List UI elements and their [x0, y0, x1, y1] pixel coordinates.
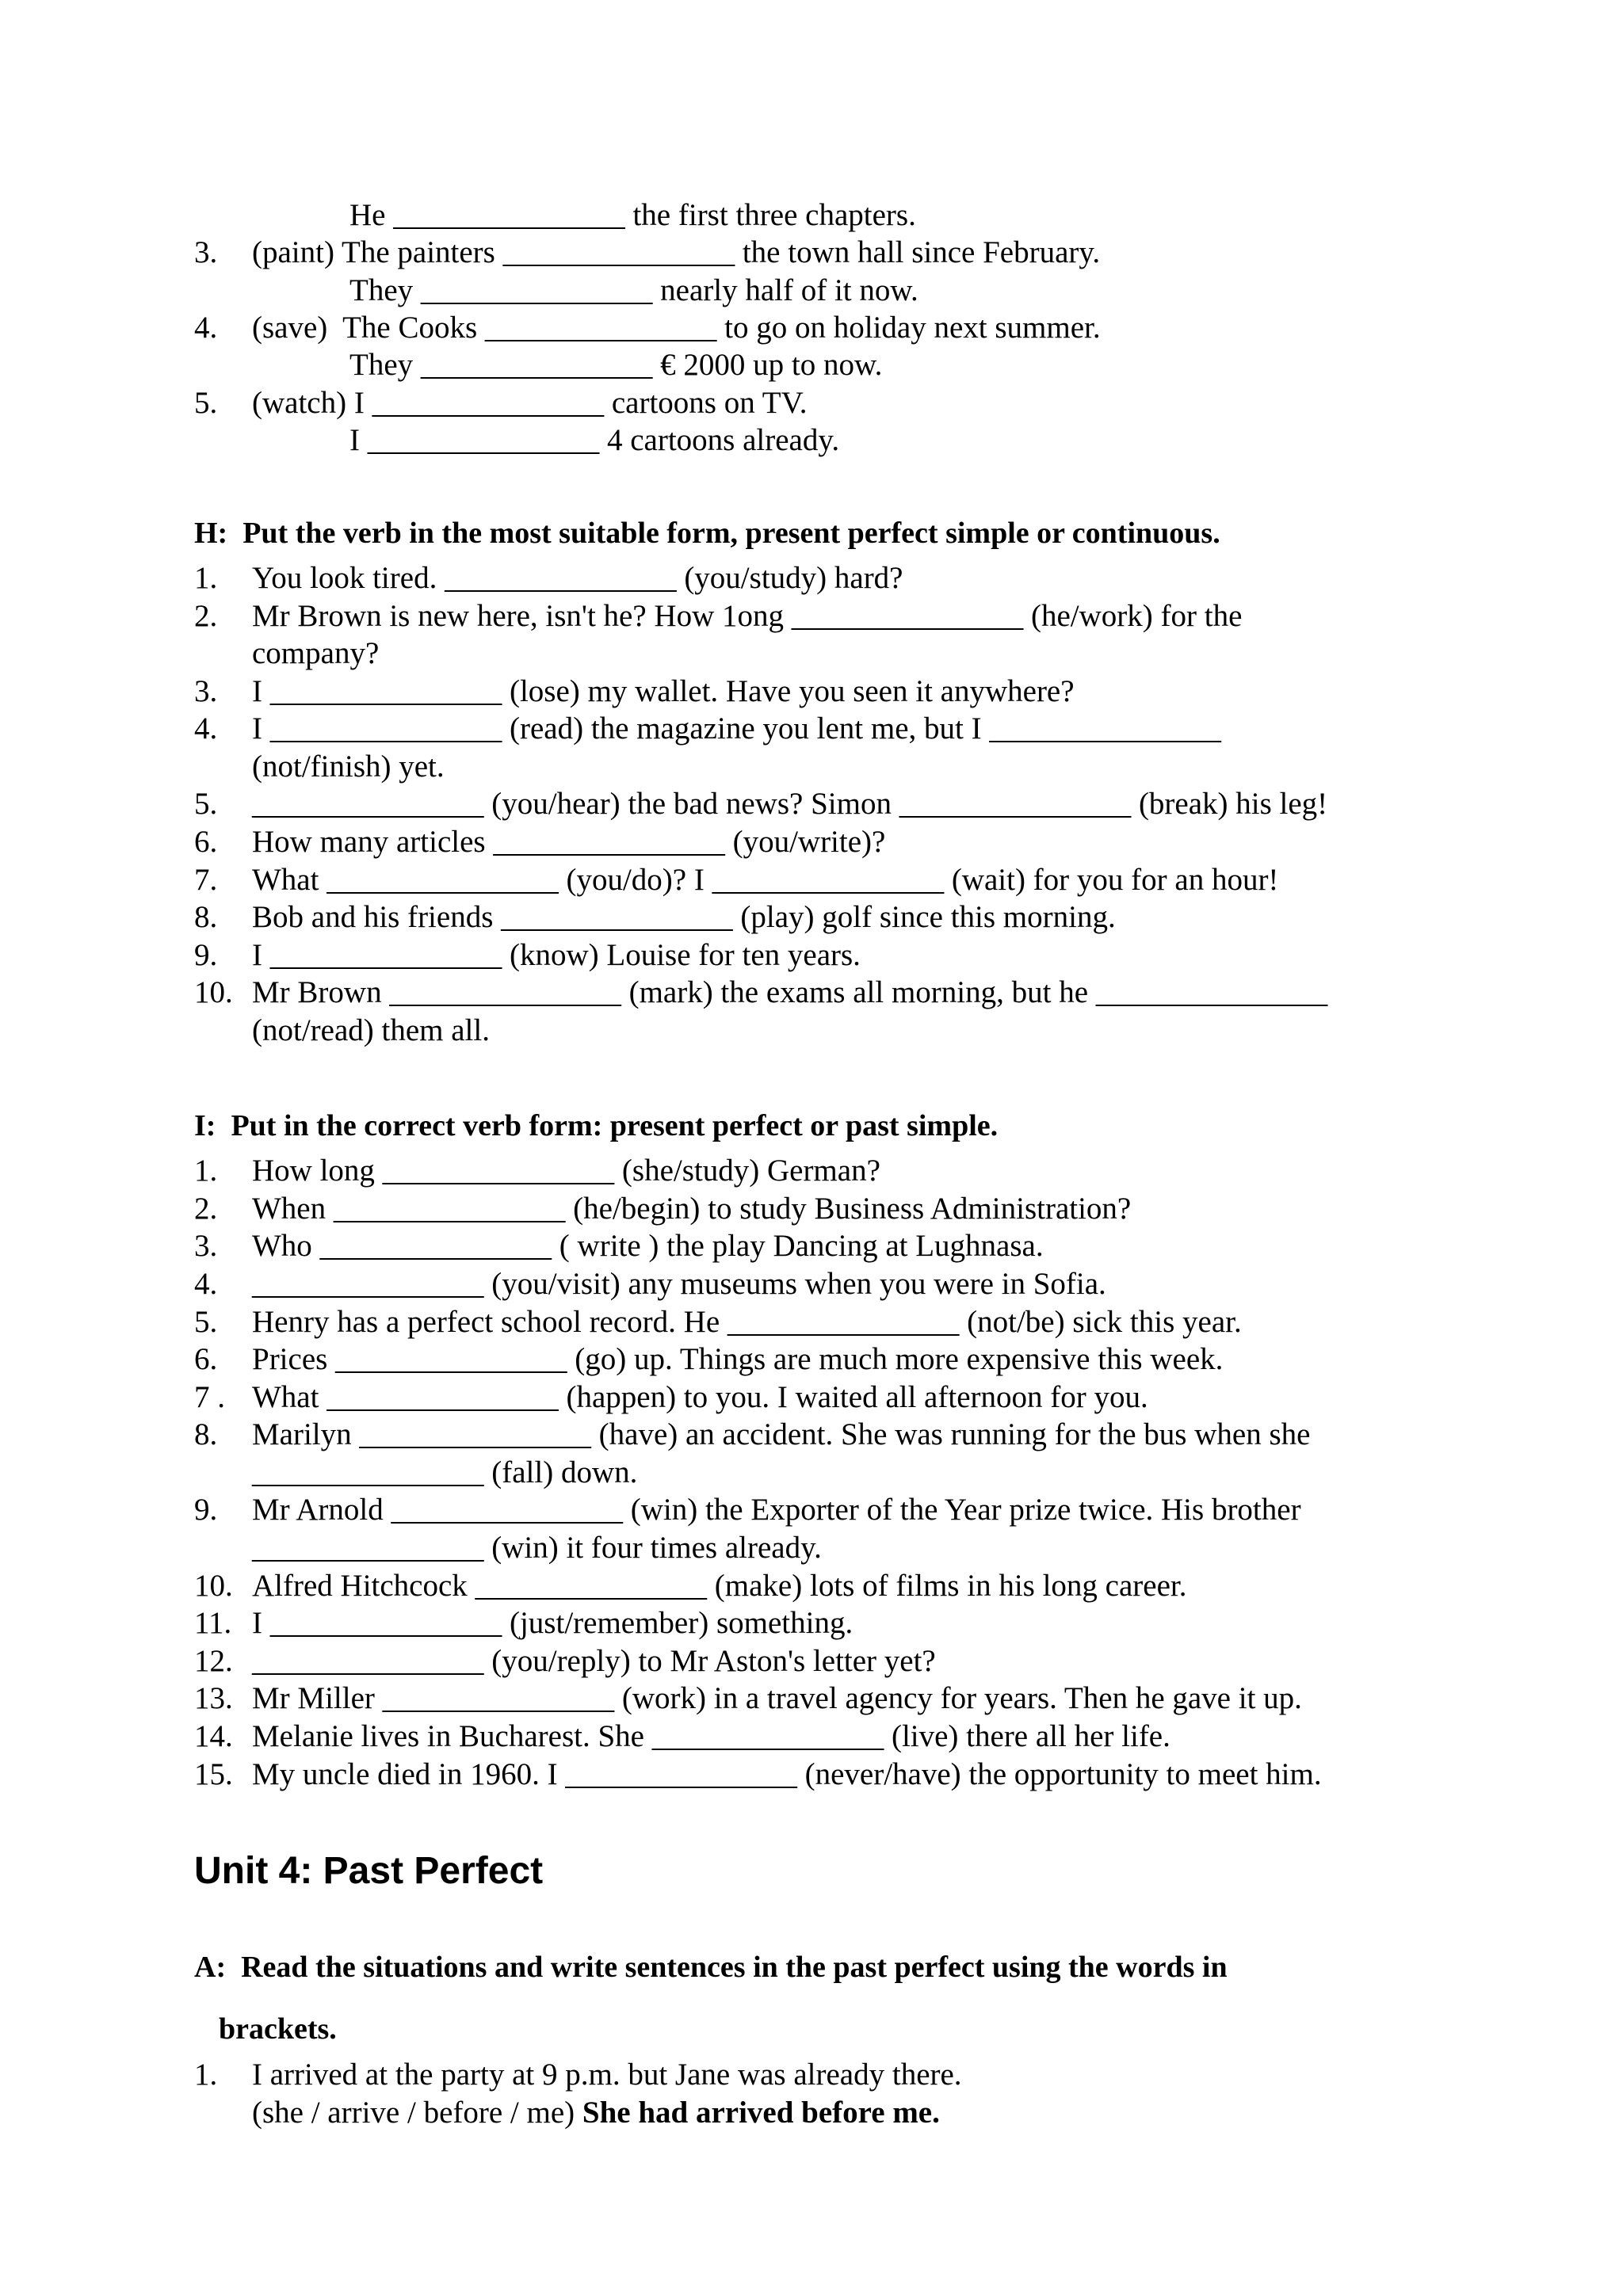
- exercise-line: Prices _______________ (go) up. Things are much more expensive this week.: [252, 1342, 1224, 1376]
- item-number: 7 .: [194, 1380, 225, 1414]
- exercise-line: How many articles _______________ (you/write)?: [252, 825, 886, 859]
- exercise-line: I arrived at the party at 9 p.m. but Jane was already there.: [252, 2058, 962, 2092]
- exercise-line: My uncle died in 1960. I _______________ (never/have) the opportunity to meet him.: [252, 1757, 1322, 1791]
- item-number: 4.: [194, 311, 218, 345]
- exercise-line: I _______________ (know) Louise for ten years.: [252, 938, 861, 972]
- item-number: 4.: [194, 1267, 218, 1301]
- exercise-line: (paint) The painters _______________ the town hall since February.: [252, 235, 1101, 269]
- exercise-line: You look tired. _______________ (you/study) hard?: [252, 561, 903, 595]
- exercise-line: What _______________ (you/do)? I _______________ (wait) for you for an hour!: [252, 863, 1279, 897]
- item-number: 5.: [194, 787, 218, 821]
- item-number: 6.: [194, 1342, 218, 1376]
- item-number: 3.: [194, 1229, 218, 1263]
- item-number: 3.: [194, 235, 218, 269]
- item-number: 9.: [194, 938, 218, 972]
- exercise-line: What _______________ (happen) to you. I waited all afternoon for you.: [252, 1380, 1148, 1414]
- section-a-heading: A: Read the situations and write sentences in the past perfect using the words in: [194, 1951, 1228, 1984]
- item-number: 4.: [194, 711, 218, 746]
- item-number: 8.: [194, 900, 218, 934]
- exercise-line: _______________ (you/reply) to Mr Aston's letter yet?: [252, 1644, 936, 1678]
- item-number: 3.: [194, 674, 218, 708]
- item-number: 5.: [194, 386, 218, 420]
- exercise-line-continued: (not/read) them all.: [252, 1013, 490, 1047]
- item-number: 7.: [194, 863, 218, 897]
- item-number: 15.: [194, 1757, 233, 1791]
- exercise-line: _______________ (you/visit) any museums when you were in Sofia.: [252, 1267, 1106, 1301]
- exercise-line: They _______________ nearly half of it now.: [349, 273, 918, 307]
- exercise-line-continued: company?: [252, 636, 380, 670]
- exercise-line: Bob and his friends _______________ (play) golf since this morning.: [252, 900, 1116, 934]
- item-number: 14.: [194, 1719, 233, 1753]
- item-number: 1.: [194, 2058, 218, 2092]
- exercise-line: (watch) I _______________ cartoons on TV.: [252, 386, 808, 420]
- exercise-line-continued: (not/finish) yet.: [252, 749, 445, 784]
- example-prompt: (she / arrive / before / me): [252, 2096, 582, 2130]
- exercise-line: Mr Arnold _______________ (win) the Exporter of the Year prize twice. His brother: [252, 1493, 1301, 1527]
- exercise-line: How long _______________ (she/study) German?: [252, 1154, 880, 1188]
- exercise-line: Mr Brown _______________ (mark) the exams all morning, but he _______________: [252, 975, 1328, 1009]
- item-number: 2.: [194, 1192, 218, 1226]
- item-number: 10.: [194, 1569, 233, 1603]
- exercise-line: I _______________ (lose) my wallet. Have you seen it anywhere?: [252, 674, 1075, 708]
- exercise-line-continued: _______________ (win) it four times already.: [252, 1531, 822, 1565]
- exercise-line: Alfred Hitchcock _______________ (make) lots of films in his long career.: [252, 1569, 1187, 1603]
- item-number: 11.: [194, 1606, 232, 1640]
- unit-title: Unit 4: Past Perfect: [194, 1850, 544, 1892]
- section-i-heading: I: Put in the correct verb form: present perfect or past simple.: [194, 1109, 999, 1142]
- exercise-line: He _______________ the first three chapters.: [349, 198, 916, 232]
- item-number: 10.: [194, 975, 233, 1009]
- exercise-line-continued: _______________ (fall) down.: [252, 1455, 638, 1489]
- item-number: 8.: [194, 1417, 218, 1451]
- exercise-line: Who _______________ ( write ) the play Dancing at Lughnasa.: [252, 1229, 1044, 1263]
- exercise-line: I _______________ 4 cartoons already.: [349, 423, 840, 457]
- section-h-heading: H: Put the verb in the most suitable form, present perfect simple or continuous.: [194, 517, 1220, 550]
- exercise-line: (save) The Cooks _______________ to go on holiday next summer.: [252, 311, 1101, 345]
- exercise-line: Mr Miller _______________ (work) in a travel agency for years. Then he gave it up.: [252, 1681, 1302, 1715]
- item-number: 1.: [194, 1154, 218, 1188]
- item-number: 5.: [194, 1305, 218, 1339]
- exercise-line: Henry has a perfect school record. He _______________ (not/be) sick this year.: [252, 1305, 1242, 1339]
- item-number: 13.: [194, 1681, 233, 1715]
- section-a-heading-continued: brackets.: [219, 2012, 337, 2046]
- exercise-line: I _______________ (read) the magazine you lent me, but I _______________: [252, 711, 1221, 746]
- exercise-line: They _______________ € 2000 up to now.: [349, 348, 883, 382]
- item-number: 9.: [194, 1493, 218, 1527]
- exercise-line: When _______________ (he/begin) to study Business Administration?: [252, 1192, 1132, 1226]
- item-number: 6.: [194, 825, 218, 859]
- exercise-line: I _______________ (just/remember) something.: [252, 1606, 854, 1640]
- exercise-line: Mr Brown is new here, isn't he? How 1ong _______________ (he/work) for the: [252, 599, 1243, 633]
- exercise-line: Melanie lives in Bucharest. She _______________ (live) there all her life.: [252, 1719, 1170, 1753]
- exercise-line: _______________ (you/hear) the bad news? Simon _______________ (break) his leg!: [252, 787, 1328, 821]
- item-number: 1.: [194, 561, 218, 595]
- item-number: 12.: [194, 1644, 233, 1678]
- example-answer: She had arrived before me.: [582, 2096, 940, 2130]
- exercise-line: Marilyn _______________ (have) an accident. She was running for the bus when she: [252, 1417, 1311, 1451]
- item-number: 2.: [194, 599, 218, 633]
- example-line: [252, 2094, 940, 2131]
